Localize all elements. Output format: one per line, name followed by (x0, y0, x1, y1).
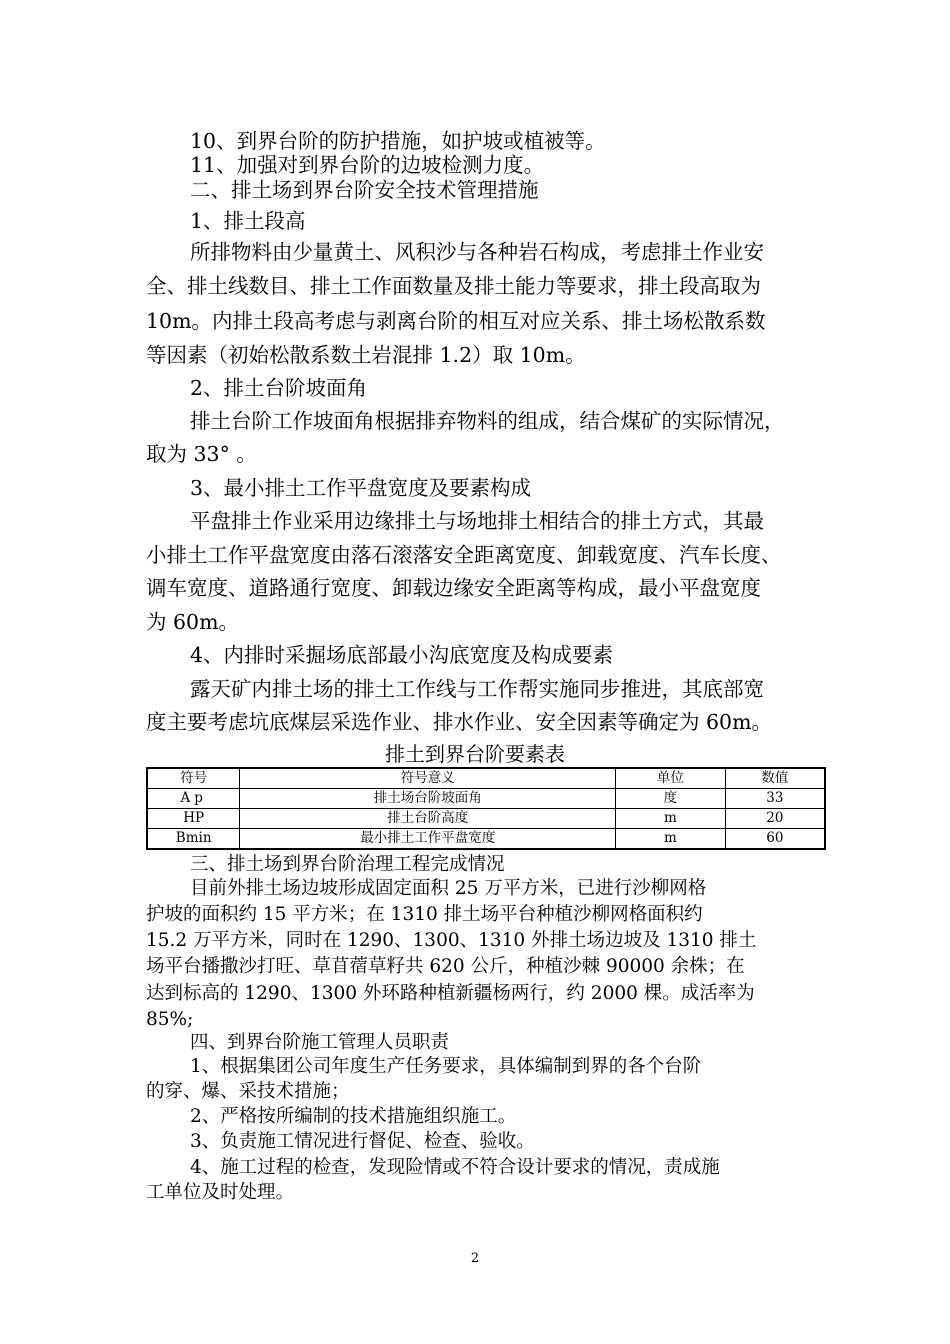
paragraph-line: 等因素（初始松散系数土岩混排 1.2）取 10m。 (146, 343, 586, 367)
paragraph-line: 露天矿内排土场的排土工作线与工作帮实施同步推进，其底部宽 (190, 677, 764, 701)
paragraph-line: 85%; (146, 1009, 194, 1030)
paragraph-line: 度主要考虑坑底煤层采选作业、排水作业、安全因素等确定为 60m。 (146, 710, 773, 734)
paragraph-line: 目前外排土场边坡形成固定面积 25 万平方米，已进行沙柳网格 (190, 878, 707, 899)
section-heading: 二、排土场到界台阶安全技术管理措施 (190, 178, 539, 202)
paragraph-line: 10、到界台阶的防护措施，如护坡或植被等。 (190, 129, 606, 153)
table-header-cell: 符号意义 (240, 768, 616, 789)
page-number: 2 (470, 1251, 480, 1266)
table-cell: m (616, 829, 726, 850)
item-title: 4、内排时采掘场底部最小沟底宽度及构成要素 (190, 643, 614, 667)
paragraph-line: 场平台播撒沙打旺、草苜蓿草籽共 620 公斤，种植沙棘 90000 余株；在 (146, 956, 745, 977)
paragraph-line: 为 60m。 (146, 610, 240, 634)
table-cell: 度 (616, 789, 726, 809)
paragraph-line: 1、根据集团公司年度生产任务要求，具体编制到界的各个台阶 (190, 1056, 702, 1077)
paragraph-line: 小排土工作平盘宽度由落石滚落安全距离宽度、卸载宽度、汽车长度、 (146, 543, 782, 567)
paragraph-line: 全、排土线数目、排土工作面数量及排土能力等要求，排土段高取为 (146, 274, 761, 298)
table-header-cell: 单位 (616, 768, 726, 789)
table-cell: 20 (725, 809, 825, 829)
table-row (147, 809, 825, 829)
table-cell: m (616, 809, 726, 829)
table-cell: 最小排土工作平盘宽度 (240, 829, 616, 850)
table-cell: 排土场台阶坡面角 (240, 789, 616, 809)
paragraph-line: 工单位及时处理。 (146, 1182, 295, 1203)
table-title: 排土到界台阶要素表 (385, 742, 565, 766)
table-row (147, 789, 825, 809)
paragraph-line: 4、施工过程的检查，发现险情或不符合设计要求的情况，责成施 (190, 1157, 720, 1178)
paragraph-line: 平盘排土作业采用边缘排土与场地排土相结合的排土方式，其最 (190, 509, 764, 533)
paragraph-line: 护坡的面积约 15 平方米；在 1310 排土场平台种植沙柳网格面积约 (146, 904, 703, 925)
table-cell: HP (147, 809, 240, 829)
paragraph-line: 取为 33° 。 (146, 442, 257, 466)
item-title: 1、排土段高 (190, 209, 306, 233)
table-cell: 33 (725, 789, 825, 809)
paragraph-line: 所排物料由少量黄土、风积沙与各种岩石构成，考虑排土作业安 (190, 240, 764, 264)
table-cell: Ap (147, 789, 240, 809)
table-header-row (147, 768, 825, 789)
paragraph-line: 11、加强对到界台阶的边坡检测力度。 (190, 153, 545, 177)
section-heading: 四、到界台阶施工管理人员职责 (190, 1032, 450, 1053)
table-header-cell: 符号 (147, 768, 240, 789)
item-title: 2、排土台阶坡面角 (190, 376, 368, 400)
paragraph-line: 达到标高的 1290、1300 外环路种植新疆杨两行，约 2000 棵。成活率为 (146, 983, 755, 1004)
table-header-cell: 数值 (725, 768, 825, 789)
paragraph-line: 15.2 万平方米，同时在 1290、1300、1310 外排土场边坡及 1310 排土 (146, 930, 757, 951)
table-row (147, 829, 825, 850)
item-title: 3、最小排土工作平盘宽度及要素构成 (190, 476, 532, 500)
table-cell: Bmin (147, 829, 240, 850)
paragraph-line: 10m。内排土段高考虑与剥离台阶的相互对应关系、排土场松散系数 (146, 309, 766, 333)
elements-table (146, 767, 826, 850)
section-heading: 三、排土场到界台阶治理工程完成情况 (190, 854, 505, 875)
paragraph-line: 排土台阶工作坡面角根据排弃物料的组成，结合煤矿的实际情况， (190, 409, 785, 433)
paragraph-line: 的穿、爆、采技术措施； (146, 1081, 350, 1102)
paragraph-line: 调车宽度、道路通行宽度、卸载边缘安全距离等构成，最小平盘宽度 (146, 576, 761, 600)
table-cell: 排土台阶高度 (240, 809, 616, 829)
table-cell: 60 (725, 829, 825, 850)
paragraph-line: 2、严格按所编制的技术措施组织施工。 (190, 1106, 517, 1127)
paragraph-line: 3、负责施工情况进行督促、检查、验收。 (190, 1131, 535, 1152)
